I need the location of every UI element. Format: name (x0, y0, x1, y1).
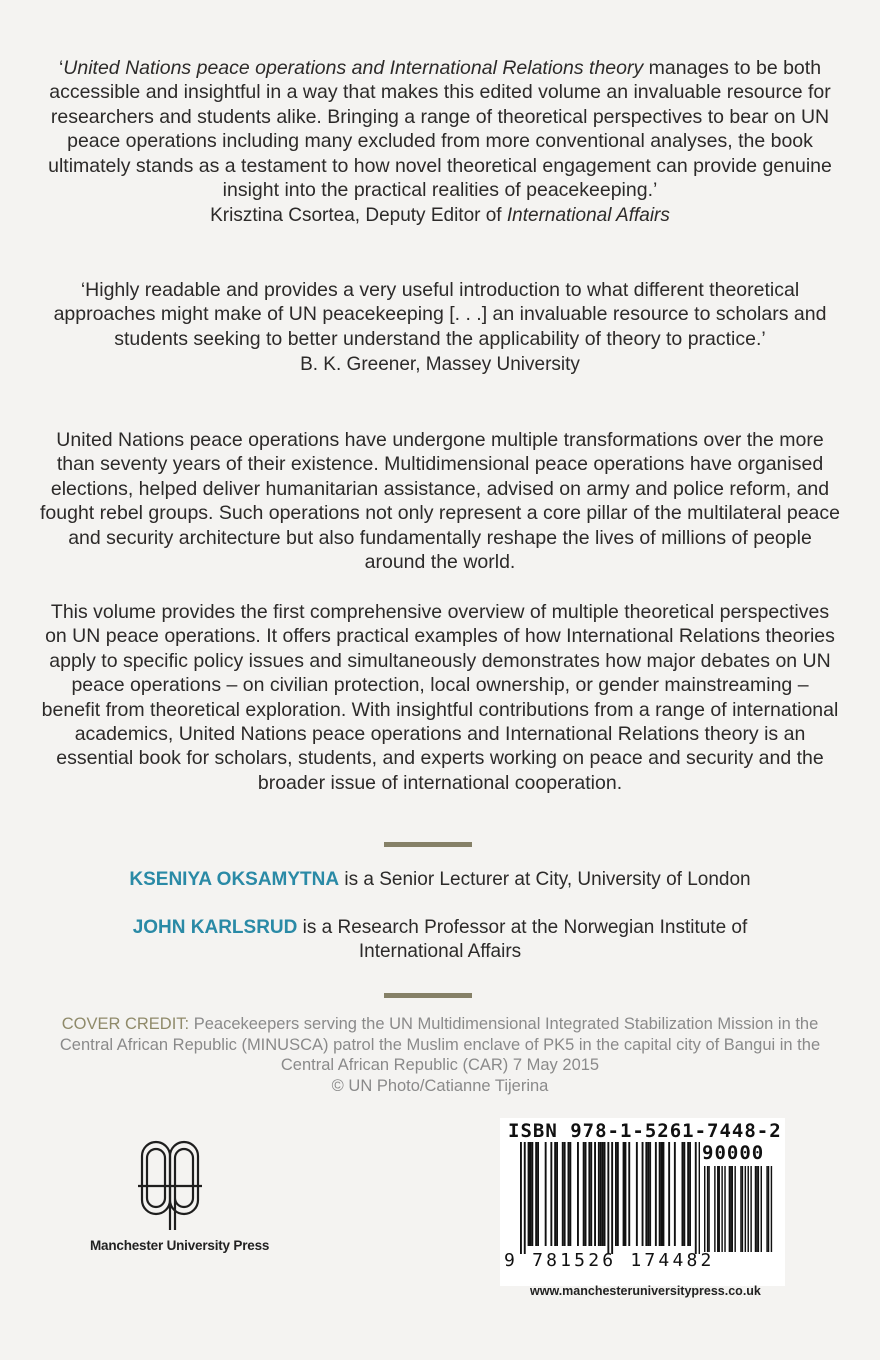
endorsement-2-quote: ‘Highly readable and provides a very useful introduction to what different theoretical approaches might make of UN peacekeeping [. . .] an invaluable resource to scholars and students seeking to better understand the applicability of theory to practice.’ (53, 279, 827, 350)
barcode-bar (661, 1142, 663, 1246)
author-name: KSENIYA OKSAMYTNA (129, 869, 340, 890)
barcode-bar (659, 1142, 661, 1246)
isbn-barcode (500, 1118, 785, 1286)
publisher-logo (90, 1138, 270, 1253)
barcode-bar (554, 1142, 556, 1246)
isbn-number: ISBN 978-1-5261-7448-2 (508, 1120, 782, 1142)
price-barcode-bar (729, 1166, 730, 1252)
barcode-bar (689, 1142, 691, 1246)
quoted-book-title: United Nations peace operations and International Relations theory (63, 57, 644, 79)
barcode-bar (668, 1142, 670, 1246)
barcode-bar (598, 1142, 600, 1246)
price-barcode-bar (758, 1166, 759, 1252)
barcode-bar (699, 1142, 700, 1254)
author-bio-2 (100, 916, 780, 964)
barcode-bar (683, 1142, 685, 1246)
price-barcode-bar (719, 1166, 720, 1252)
author-name: JOHN KARLSRUD (132, 917, 298, 938)
barcode-bar (615, 1142, 617, 1246)
barcode-bar (636, 1142, 638, 1246)
price-code: 90000 (702, 1142, 765, 1164)
attribution-prefix: Krisztina Csortea, Deputy Editor of (210, 205, 507, 227)
barcode-bar (674, 1142, 676, 1246)
barcode-bar (607, 1142, 609, 1254)
barcode-bar (687, 1142, 689, 1246)
publisher-url: www.manchesteruniversitypress.co.uk (530, 1284, 761, 1298)
price-barcode-bar (704, 1166, 705, 1252)
price-barcode-bar (771, 1166, 772, 1252)
price-barcode-bar (717, 1166, 718, 1252)
publisher-name: Manchester University Press (90, 1238, 270, 1253)
barcode-bar (577, 1142, 579, 1246)
barcode-bar (550, 1142, 552, 1246)
price-barcode-bar (730, 1166, 731, 1252)
divider-rule (384, 842, 472, 847)
price-barcode-bar (721, 1166, 722, 1252)
price-barcode-bar (750, 1166, 751, 1252)
price-barcode-bar (745, 1166, 746, 1252)
author-bio-text: is a Research Professor at the Norwegian Institute of International Affairs (297, 917, 748, 962)
barcode-bar (617, 1142, 619, 1246)
price-barcode-bar (714, 1166, 715, 1252)
barcode-bar (600, 1142, 602, 1246)
endorsement-1-attribution (40, 204, 840, 228)
price-barcode-bar (748, 1166, 749, 1252)
barcode-bar (528, 1142, 530, 1246)
price-barcode-bar (766, 1166, 767, 1252)
description-text-1: United Nations peace operations have undergone multiple transformations over the more than seventy years of their existence. Multidimensional peace operations have organised elections, helped deliver humanitarian assistance, advised on army and police reform, and fought rebel groups. Such operations not only represent a core pillar of the multilateral peace and security architecture but also fundamentally reshape the lives of millions of people around the world. (40, 429, 840, 574)
divider-rule (384, 993, 472, 998)
barcode-bar (588, 1142, 590, 1246)
barcode-bar (649, 1142, 651, 1246)
endorsement-1-quote: ‘United Nations peace operations and International Relations theory manages to be both accessible and insightful in a way that makes this edited volume an invaluable resource for researchers and students alike. Bringing a range of theoretical perspectives to bear on UN peace operations including many excluded from more conventional analyses, the book ultimately stands as a testament to how novel theoretical engagement can provide genuine insight into the practical realities of peacekeeping.’ (48, 57, 832, 202)
endorsement-2-attribution: B. K. Greener, Massey University (300, 354, 580, 376)
barcode-bar (535, 1142, 537, 1246)
barcode-bar (531, 1142, 533, 1246)
price-barcode-bar (707, 1166, 708, 1252)
barcode-bar (611, 1142, 613, 1254)
price-barcode-bars (702, 1166, 780, 1252)
barcode-bar (623, 1142, 625, 1246)
price-barcode-bar (740, 1166, 741, 1252)
barcode-bar (585, 1142, 587, 1246)
barcode-bar (594, 1142, 596, 1246)
barcode-bar (655, 1142, 657, 1246)
barcode-bar (524, 1142, 526, 1254)
barcode-bar (564, 1142, 566, 1246)
barcode-digits: 9 781526 174482 (504, 1250, 715, 1271)
barcode-bar (568, 1142, 570, 1246)
barcode-bar (682, 1142, 684, 1246)
barcode-bar (520, 1142, 522, 1254)
barcode-bar (628, 1142, 630, 1246)
price-barcode-bar (756, 1166, 757, 1252)
barcode-bar (530, 1142, 532, 1246)
barcode-bar (537, 1142, 539, 1246)
price-barcode-bar (708, 1166, 709, 1252)
barcode-bar (645, 1142, 647, 1246)
price-barcode-bar (755, 1166, 756, 1252)
price-barcode-bar (732, 1166, 733, 1252)
cover-credit-label: COVER CREDIT: (61, 1015, 190, 1033)
endorsement-1 (40, 56, 840, 228)
barcode-bar (647, 1142, 649, 1246)
author-bio-1 (40, 868, 840, 892)
description-text-2: This volume provides the first comprehensive overview of multiple theoretical perspectives on UN peace operations. It offers practical examples of how International Relations theories apply to specific policy issues and simultaneously demonstrates how major debates on UN peace operations – on civilian protection, local ownership, or gender mainstreaming – benefit from theoretical exploration. With insightful contributions from a range of international academics, United Nations peace operations and International Relations theory is an essential book for scholars, students, and experts working on peace and security and the broader issue of international cooperation. (41, 601, 839, 794)
barcode-bar (695, 1142, 697, 1254)
description-paragraph-1 (40, 428, 840, 574)
price-barcode-bar (768, 1166, 769, 1252)
barcode-bar (569, 1142, 571, 1246)
barcode-bar (583, 1142, 585, 1246)
cover-credit-text: Peacekeepers serving the UN Multidimensional Integrated Stabilization Mission in the Central African Republic (MINUSCA) patrol the Muslim enclave of PK5 in the capital city of Bangui in the Central African Republic (CAR) 7 May 2015 (59, 1015, 821, 1074)
photo-credit: © UN Photo/Catianne Tijerina (331, 1076, 549, 1095)
price-barcode-bar (742, 1166, 743, 1252)
mup-logo-icon (134, 1138, 206, 1234)
journal-title: International Affairs (506, 205, 670, 227)
price-barcode-bar (724, 1166, 725, 1252)
author-bio-text: is a Senior Lecturer at City, University of London (339, 869, 751, 890)
barcode-bar (556, 1142, 558, 1246)
barcode-bar (545, 1142, 547, 1246)
price-barcode-bar (761, 1166, 762, 1252)
cover-credit (46, 1014, 834, 1096)
barcode-bars (504, 1142, 700, 1254)
barcode-bar (590, 1142, 592, 1246)
barcode-bar (604, 1142, 606, 1246)
barcode-bar (663, 1142, 665, 1246)
barcode-bar (602, 1142, 604, 1246)
barcode-bar (642, 1142, 644, 1246)
barcode-bar (562, 1142, 564, 1246)
endorsement-2 (40, 278, 840, 377)
endorsement-1-text: manages to be both accessible and insightful in a way that makes this edited volume an invaluable resource for researchers and students alike. Bringing a range of theoretical perspectives to bear on UN peace operations including many excluded from more conventional analyses, the book ultimately stands as a testament to how novel theoretical engagement can provide genuine insight into the practical realities of peacekeeping.’ (48, 57, 832, 202)
description-paragraph-2 (40, 600, 840, 795)
price-barcode-bar (734, 1166, 735, 1252)
barcode-bar (625, 1142, 627, 1246)
